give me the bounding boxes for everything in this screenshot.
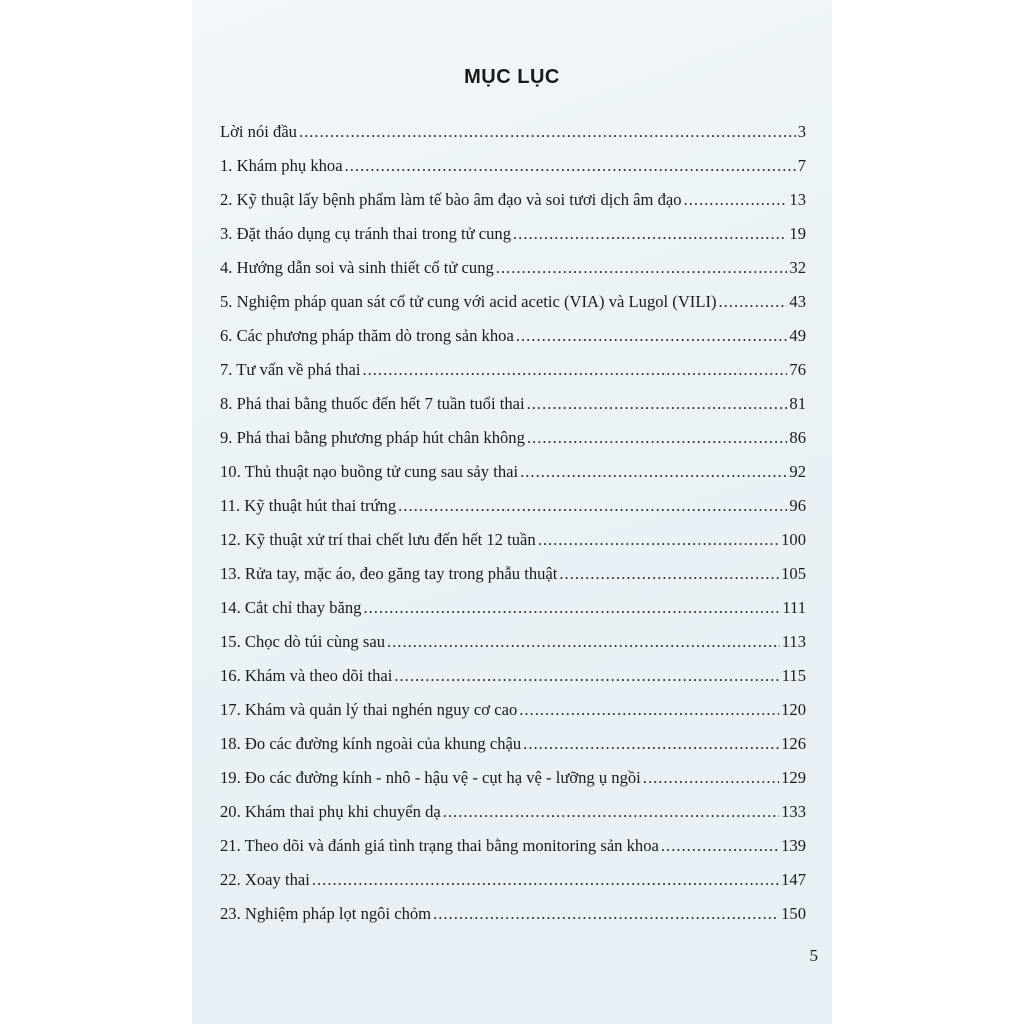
dot-leader (299, 122, 796, 142)
toc-entry-page: 96 (789, 496, 806, 515)
dot-leader (523, 734, 779, 754)
dot-leader (684, 190, 788, 210)
toc-entry-page: 32 (789, 258, 806, 277)
toc-entry-page: 13 (789, 190, 806, 209)
toc-entry (220, 666, 806, 700)
dot-leader (527, 394, 788, 414)
toc-entry-page: 49 (789, 326, 806, 345)
dot-leader (527, 428, 788, 448)
dot-leader (538, 530, 779, 550)
toc-entry-page: 19 (789, 224, 806, 243)
dot-leader (345, 156, 796, 176)
toc-entry-title: Lời nói đầu (220, 122, 297, 141)
toc-entry (220, 428, 806, 462)
toc-entry-title: 18. Đo các đường kính ngoài của khung chậu (220, 734, 522, 753)
dot-leader (387, 632, 780, 652)
toc-entry-page: 43 (789, 292, 806, 311)
toc-entry-title: 17. Khám và quản lý thai nghén nguy cơ cao (220, 700, 518, 719)
dot-leader (398, 496, 787, 516)
dot-leader (559, 564, 779, 584)
toc-entry-title: 14. Cắt chỉ thay băng (220, 598, 362, 617)
toc-entry (220, 190, 806, 224)
toc-entry-page: 7 (797, 156, 806, 175)
toc-entry-title: 19. Đo các đường kính - nhô - hậu vệ - cụt hạ vệ - lưỡng ụ ngồi (220, 768, 641, 787)
toc-entry (220, 768, 806, 802)
toc-entry (220, 326, 806, 360)
book-page (192, 0, 832, 1024)
toc-entry-page: 81 (789, 394, 806, 413)
toc-entry (220, 224, 806, 258)
toc-entry (220, 870, 806, 904)
dot-leader (520, 462, 787, 482)
toc-entry-title: 4. Hướng dẫn soi và sinh thiết cổ tử cung (220, 258, 494, 277)
toc-entry-page: 115 (781, 666, 806, 685)
dot-leader (394, 666, 779, 686)
toc-entry-title: 13. Rửa tay, mặc áo, đeo găng tay trong phẫu thuật (220, 564, 558, 583)
toc-entry (220, 496, 806, 530)
toc-entry (220, 734, 806, 768)
toc-entry-title: 9. Phá thai bằng phương pháp hút chân không (220, 428, 525, 447)
toc-entry-page: 126 (781, 734, 806, 753)
toc-entry-page: 139 (781, 836, 806, 855)
page-title: MỤC LỤC (464, 66, 560, 88)
toc-entry (220, 836, 806, 870)
toc-entry-title: 20. Khám thai phụ khi chuyển dạ (220, 802, 441, 821)
toc-entry-title: 2. Kỹ thuật lấy bệnh phẩm làm tế bào âm đạo và soi tươi dịch âm đạo (220, 190, 682, 209)
toc-entry (220, 632, 806, 666)
toc-entry-title: 22. Xoay thai (220, 870, 310, 889)
table-of-contents (220, 122, 806, 938)
dot-leader (643, 768, 779, 788)
dot-leader (363, 598, 780, 618)
dot-leader (513, 224, 787, 244)
toc-entry-page: 76 (789, 360, 806, 379)
toc-entry-page: 133 (781, 802, 806, 821)
toc-entry-page: 100 (781, 530, 806, 549)
toc-entry-title: 3. Đặt tháo dụng cụ tránh thai trong tử cung (220, 224, 512, 243)
toc-entry-page: 129 (781, 768, 806, 787)
dot-leader (312, 870, 779, 890)
toc-entry-title: 16. Khám và theo dõi thai (220, 666, 393, 685)
toc-entry (220, 156, 806, 190)
dot-leader (362, 360, 787, 380)
toc-entry-title: 5. Nghiệm pháp quan sát cổ tử cung với acid acetic (VIA) và Lugol (VILI) (220, 292, 717, 311)
toc-entry (220, 564, 806, 598)
toc-entry (220, 462, 806, 496)
right-margin (832, 0, 1024, 1024)
toc-entry-page: 147 (781, 870, 806, 889)
toc-entry-title: 8. Phá thai bằng thuốc đến hết 7 tuần tuổi thai (220, 394, 525, 413)
toc-entry-page: 86 (789, 428, 806, 447)
toc-entry-title: 23. Nghiệm pháp lọt ngôi chỏm (220, 904, 432, 923)
dot-leader (516, 326, 788, 346)
toc-entry (220, 258, 806, 292)
toc-entry (220, 904, 806, 938)
toc-entry-page: 105 (781, 564, 806, 583)
toc-entry-title: 6. Các phương pháp thăm dò trong sản khoa (220, 326, 514, 345)
toc-entry (220, 360, 806, 394)
toc-entry-title: 1. Khám phụ khoa (220, 156, 343, 175)
toc-entry (220, 394, 806, 428)
toc-entry-page: 113 (781, 632, 806, 651)
dot-leader (496, 258, 788, 278)
toc-entry-title: 10. Thủ thuật nạo buồng tử cung sau sảy thai (220, 462, 519, 481)
dot-leader (443, 802, 779, 822)
toc-entry (220, 802, 806, 836)
toc-entry-page: 120 (781, 700, 806, 719)
toc-entry-title: 21. Theo dõi và đánh giá tình trạng thai bằng monitoring sản khoa (220, 836, 659, 855)
toc-entry-page: 92 (789, 462, 806, 481)
dot-leader (433, 904, 779, 924)
toc-entry-title: 12. Kỹ thuật xử trí thai chết lưu đến hết 12 tuần (220, 530, 536, 549)
left-margin (0, 0, 192, 1024)
toc-entry-page: 111 (782, 598, 806, 617)
dot-leader (519, 700, 779, 720)
toc-entry-page: 3 (797, 122, 806, 141)
toc-entry-title: 7. Tư vấn về phá thai (220, 360, 361, 379)
dot-leader (719, 292, 788, 312)
dot-leader (661, 836, 779, 856)
toc-entry-page: 150 (781, 904, 806, 923)
page-number: 5 (809, 946, 818, 965)
toc-entry (220, 530, 806, 564)
toc-entry-title: 15. Chọc dò túi cùng sau (220, 632, 385, 651)
toc-entry (220, 122, 806, 156)
toc-entry (220, 598, 806, 632)
toc-entry (220, 292, 806, 326)
toc-entry-title: 11. Kỹ thuật hút thai trứng (220, 496, 397, 515)
toc-entry (220, 700, 806, 734)
